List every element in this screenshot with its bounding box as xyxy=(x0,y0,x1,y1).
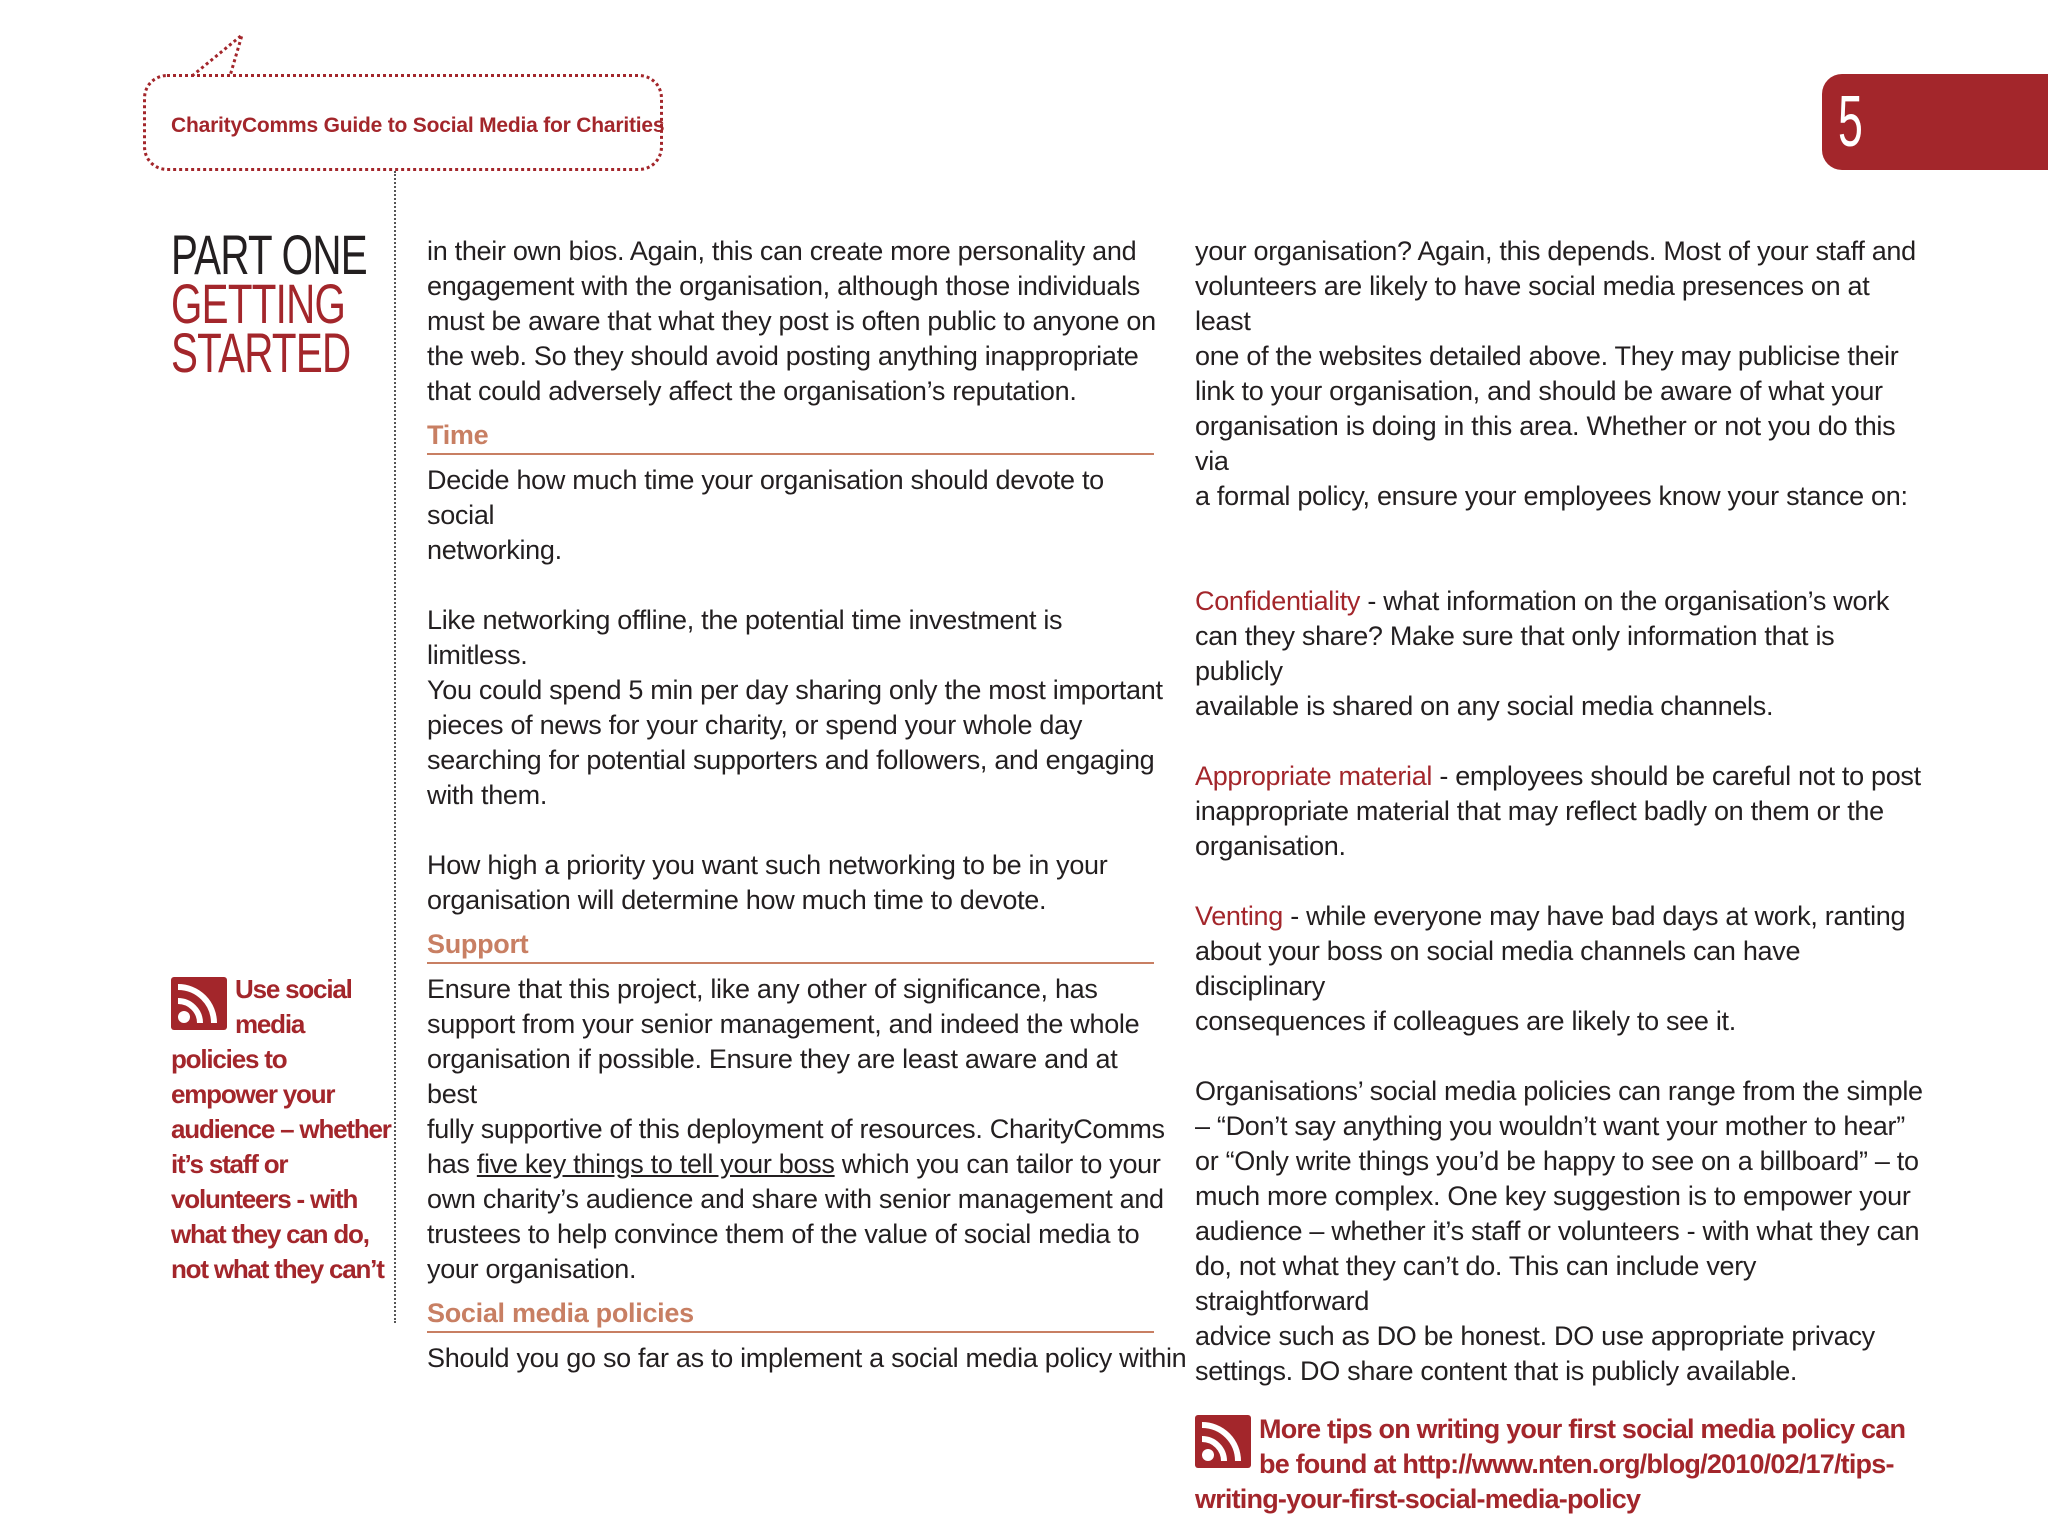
support-paragraph: Ensure that this project, like any other of significance, has support from your senior management, and indeed the whole organisation if possible. Ensure they are least aware and at best fully supportive of this deployment of resources. CharityComms has five key things to tell your boss which you can tailor to your own charity’s audience and share with senior management and trustees to help convince them of the value of social media to your organisation. xyxy=(427,974,1165,1284)
confidentiality-paragraph: Confidentiality - what information on the organisation’s work can they share? Make sure that only information that is publicly available is shared on any social media channels. xyxy=(1195,586,1890,721)
part-title xyxy=(171,223,367,384)
time-paragraph-3: How high a priority you want such networking to be in your organisation will determine how much time to devote. xyxy=(427,850,1108,915)
part-title-line3: STARTED xyxy=(171,321,351,384)
more-tips-text[interactable]: More tips on writing your first social media policy can be found at http://www.nten.org/blog/2010/02/17/tips-writing-your-first-social-media-policy xyxy=(1195,1414,1906,1514)
page-number: 5 xyxy=(1838,82,1863,162)
column-1 xyxy=(427,234,1187,1376)
header-title: CharityComms Guide to Social Media for Charities xyxy=(171,114,665,137)
column-divider xyxy=(394,171,396,1323)
bubble-tail xyxy=(150,30,250,80)
more-tips-callout xyxy=(1195,1412,1925,1517)
col1-intro: in their own bios. Again, this can create more personality and engagement with the organisation, although those individuals must be aware that what they post is often public to anyone on the web. So they should avoid posting anything inappropriate that could adversely affect the organisation’s reputation. xyxy=(427,236,1156,406)
col2-intro: your organisation? Again, this depends. Most of your staff and volunteers are likely to have social media presences on at least one of the websites detailed above. They may publicise their link to your organisation, and should be aware of what your organisation is doing in this area. Whether or not you do this via a formal policy, ensure your employees know your stance on: xyxy=(1195,236,1916,511)
time-paragraph-1: Decide how much time your organisation should devote to social networking. xyxy=(427,465,1104,565)
sidebar-callout xyxy=(171,972,393,1287)
venting-term: Venting xyxy=(1195,901,1283,931)
social-media-policies-heading: Social media policies xyxy=(427,1296,1154,1333)
rss-icon xyxy=(171,977,227,1030)
time-heading: Time xyxy=(427,418,1154,455)
part-title-line2: GETTING xyxy=(171,272,346,335)
five-key-things-link[interactable]: five key things to tell your boss xyxy=(476,1149,835,1179)
part-title-line1: PART ONE xyxy=(171,223,367,286)
policies-range-paragraph: Organisations’ social media policies can range from the simple – “Don’t say anything you wouldn’t want your mother to hear” or “Only write things you’d be happy to see on a billboard” – to much more complex. One key suggestion is to empower your audience – whether it’s staff or volunteers - with what they can do, not what they can’t do. This can include very straightforward advice such as DO be honest. DO use appropriate privacy settings. DO share content that is publicly available. xyxy=(1195,1076,1923,1386)
appropriate-material-paragraph: Appropriate material - employees should be careful not to post inappropriate material that may reflect badly on them or the organisation. xyxy=(1195,761,1921,861)
confidentiality-term: Confidentiality xyxy=(1195,586,1361,616)
column-2 xyxy=(1195,234,1925,1517)
appropriate-material-term: Appropriate material xyxy=(1195,761,1433,791)
time-paragraph-2: Like networking offline, the potential time investment is limitless. You could spend 5 min per day sharing only the most important pieces of news for your charity, or spend your whole day searching for potential supporters and followers, and engaging with them. xyxy=(427,605,1163,810)
rss-icon xyxy=(1195,1415,1251,1468)
sidebar-callout-text: Use social media policies to empower your audience – whether it’s staff or volunteers - with what they can do, not what they can’t xyxy=(171,974,391,1284)
venting-paragraph: Venting - while everyone may have bad days at work, ranting about your boss on social media channels can have disciplinary consequences if colleagues are likely to see it. xyxy=(1195,901,1906,1036)
policies-paragraph: Should you go so far as to implement a social media policy within xyxy=(427,1343,1187,1373)
support-heading: Support xyxy=(427,927,1154,964)
